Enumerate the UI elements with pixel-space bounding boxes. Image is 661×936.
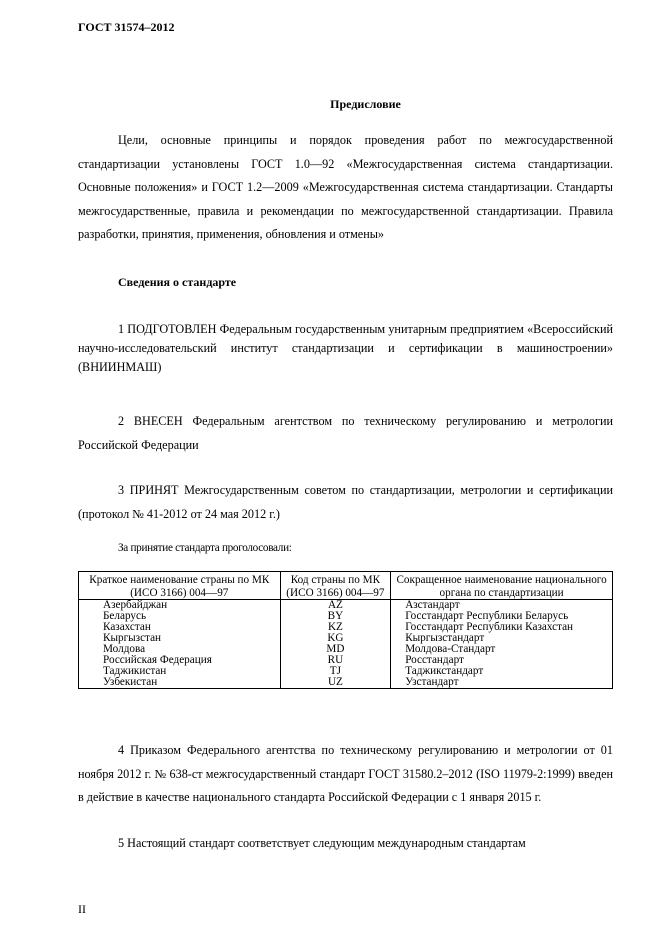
code-cell: KG [280, 633, 391, 644]
code-cell: RU [280, 655, 391, 666]
org-cell: Молдова-Стандарт [391, 644, 613, 655]
country-cell: Молдова [79, 644, 281, 655]
intro-paragraph: Цели, основные принципы и порядок проведения работ по межгосударственной стандартизации установлены ГОСТ 1.0—92 «Межгосударственная система стандартизации. Основные положения» и ГОСТ 1.2—2009 «Межгосударственная система стандартизации. Стандарты межгосударственные, правила и рекомендации по межгосударственной стандартизации. Правила разработки, принятия, применения, обновления и отмены» [78, 133, 613, 241]
country-cell: Казахстан [79, 622, 281, 633]
country-cell: Российская Федерация [79, 655, 281, 666]
countries-table [78, 571, 613, 689]
code-cell: AZ [280, 600, 391, 612]
code-cell: MD [280, 644, 391, 655]
org-cell: Таджикстандарт [391, 666, 613, 677]
table-header-row [79, 572, 613, 600]
country-cell: Азербайджан [79, 600, 281, 612]
code-cell: UZ [280, 677, 391, 689]
table-header-org: Сокращенное наименование национального органа по стандартизации [391, 572, 613, 600]
table-header-country: Краткое наименование страны по МК (ИСО 3166) 004—97 [79, 572, 281, 600]
page-title: Предисловие [330, 97, 401, 111]
table-header-code: Код страны по МК (ИСО 3166) 004—97 [280, 572, 391, 600]
section-heading: Сведения о стандарте [118, 275, 237, 289]
org-cell: Росстандарт [391, 655, 613, 666]
org-cell: Узстандарт [391, 677, 613, 689]
item-5-paragraph: 5 Настоящий стандарт соответствует следующим международным стандартам [118, 836, 526, 850]
vote-label: За принятие стандарта проголосовали: [118, 542, 292, 554]
country-cell: Кыргызстан [79, 633, 281, 644]
code-cell: TJ [280, 666, 391, 677]
doc-code-header: ГОСТ 31574–2012 [78, 20, 175, 34]
country-cell: Таджикистан [79, 666, 281, 677]
page-number: II [78, 902, 86, 916]
code-cell: KZ [280, 622, 391, 633]
org-cell: Госстандарт Республики Беларусь [391, 611, 613, 622]
item-1-paragraph: 1 ПОДГОТОВЛЕН Федеральным государственным унитарным предприятием «Всероссийский научно-исследовательский институт стандартизации и сертификации в машиностроении» (ВНИИНМАШ) [78, 322, 613, 374]
item-3-paragraph: 3 ПРИНЯТ Межгосударственным советом по стандартизации, метрологии и сертификации (протокол № 41-2012 от 24 мая 2012 г.) [78, 483, 613, 521]
table-row [79, 666, 613, 677]
country-cell: Узбекистан [79, 677, 281, 689]
org-cell: Госстандарт Республики Казахстан [391, 622, 613, 633]
org-cell: Азстандарт [391, 600, 613, 612]
org-cell: Кыргызстандарт [391, 633, 613, 644]
code-cell: BY [280, 611, 391, 622]
country-cell: Беларусь [79, 611, 281, 622]
table-row [79, 677, 613, 689]
item-4-paragraph: 4 Приказом Федерального агентства по техническому регулированию и метрологии от 01 ноября 2012 г. № 638-ст межгосударственный стандарт ГОСТ 31580.2–2012 (ISO 11979-2:1999) введен в действие в качестве национального стандарта Российской Федерации с 1 января 2015 г. [78, 743, 613, 804]
item-2-paragraph: 2 ВНЕСЕН Федеральным агентством по техническому регулированию и метрологии Российской Федерации [78, 414, 613, 452]
table-row [79, 633, 613, 644]
